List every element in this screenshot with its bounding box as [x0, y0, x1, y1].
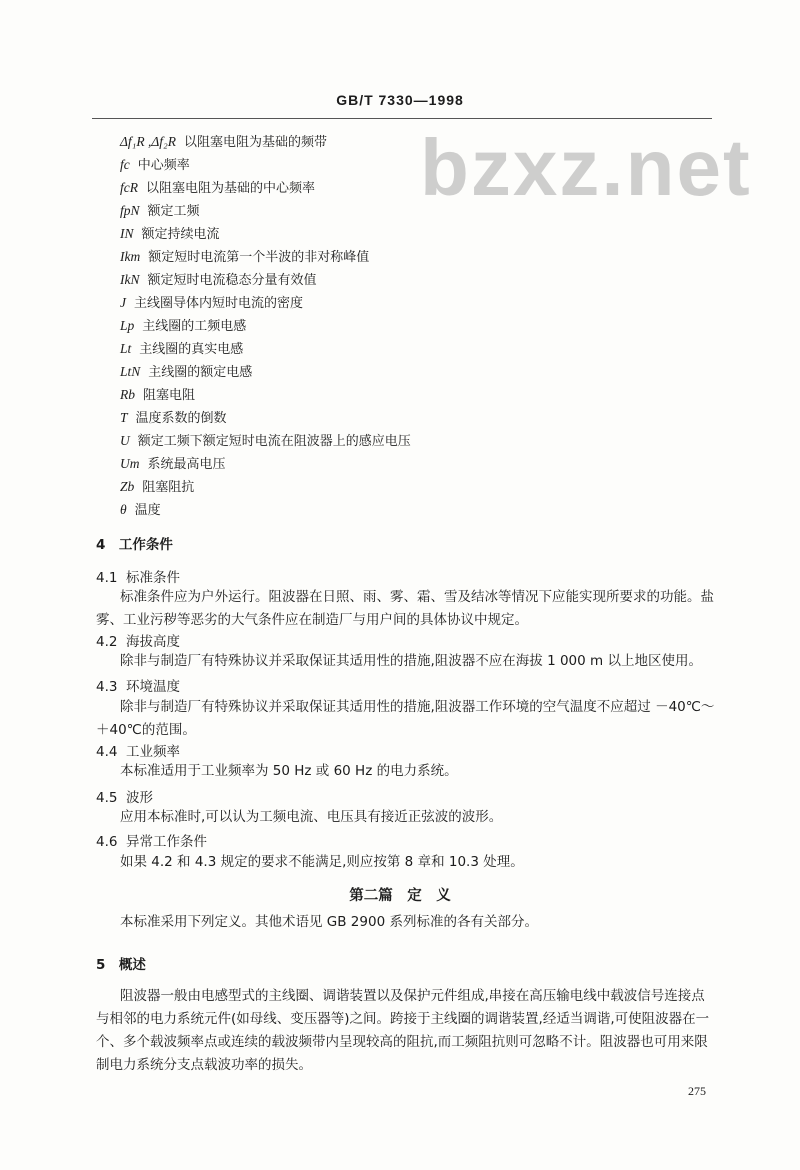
- symbol: Rb: [120, 387, 135, 402]
- symbol: IkN: [120, 272, 140, 287]
- subsection-title: 海拔高度: [126, 634, 180, 650]
- subsection-number: 4.1: [96, 570, 118, 586]
- symbol-desc: 主线圈的工频电感: [142, 319, 247, 334]
- symbol-row: [120, 431, 411, 452]
- part-2-title: 第二篇 定 义: [349, 888, 451, 904]
- symbol: Um: [120, 456, 140, 471]
- part-2-intro: 本标准采用下列定义。其他术语见 GB 2900 系列标准的各有关部分。: [120, 914, 538, 930]
- symbol: θ: [120, 502, 127, 517]
- section-4-title: 4 工作条件: [96, 537, 173, 553]
- symbol-desc: 以阻塞电阻为基础的频带: [183, 135, 327, 150]
- symbol-row: [120, 316, 246, 337]
- section-5-title: 5 概述: [96, 957, 146, 973]
- symbol: Ikm: [120, 249, 141, 264]
- symbol-desc: 温度: [134, 503, 161, 518]
- symbol-desc: 阻塞阻抗: [142, 480, 195, 495]
- subsection-title: 工业频率: [126, 744, 180, 760]
- symbol: IN: [120, 226, 134, 241]
- symbol-desc: 主线圈的真实电感: [139, 342, 244, 357]
- symbol-row: [120, 454, 226, 475]
- symbol-row: [120, 247, 369, 268]
- symbol-row: [120, 385, 195, 406]
- symbol: Δf₁R ,Δf₂R: [120, 134, 176, 149]
- symbol: Lt: [120, 341, 132, 356]
- symbol-row: [120, 362, 252, 383]
- symbol-desc: 以阻塞电阻为基础的中心频率: [146, 181, 316, 196]
- symbol-row: [120, 201, 200, 222]
- symbol-row: [120, 155, 190, 176]
- symbol-row: [120, 477, 194, 498]
- subsection-number: 4.2: [96, 634, 118, 650]
- symbol-desc: 系统最高电压: [147, 457, 226, 472]
- symbol-desc: 额定短时电流稳态分量有效值: [147, 273, 317, 288]
- symbol-row: [120, 293, 303, 314]
- subsection-number: 4.5: [96, 790, 118, 806]
- subsection-number: 4.6: [96, 834, 118, 850]
- symbol-desc: 中心频率: [137, 158, 190, 173]
- symbol-desc: 阻塞电阻: [143, 388, 196, 403]
- symbol-row: [120, 178, 315, 199]
- subsection-heading: [96, 630, 180, 650]
- subsection-text: 本标准适用于工业频率为 50 Hz 或 60 Hz 的电力系统。: [120, 763, 458, 779]
- symbol-desc: 额定工频下额定短时电流在阻波器上的感应电压: [137, 434, 411, 449]
- subsection-number: 4.3: [96, 679, 118, 695]
- symbol-desc: 主线圈的额定电感: [148, 365, 253, 380]
- symbol-desc: 温度系数的倒数: [135, 411, 227, 426]
- symbol-row: [120, 408, 227, 429]
- symbol: fcR: [120, 180, 138, 195]
- header-rule: [92, 118, 712, 119]
- symbol-desc: 主线圈导体内短时电流的密度: [134, 296, 304, 311]
- subsection-text: 应用本标准时,可以认为工频电流、电压具有接近正弦波的波形。: [120, 809, 503, 825]
- subsection-heading: [96, 566, 180, 586]
- section-5-text: 阻波器一般由电感型式的主线圈、调谐装置以及保护元件组成,串接在高压输电线中载波信号连接点与相邻的电力系统元件(如母线、变压器等)之间。跨接于主线圈的调谐装置,经适当调谐,可使阻波器在一个、多个载波频率点或连续的载波频带内呈现较高的阻抗,而工频阻抗则可忽略不计。阻波器也可用来限制电力系统分支点载波功率的损失。: [96, 988, 710, 1073]
- symbol: J: [120, 295, 126, 310]
- subsection-heading: [96, 675, 180, 695]
- subsection-heading: [96, 740, 180, 760]
- symbol: Zb: [120, 479, 135, 494]
- symbol-row: [120, 224, 220, 245]
- subsection-text: 除非与制造厂有特殊协议并采取保证其适用性的措施,阻波器不应在海拔 1 000 m 以上地区使用。: [120, 653, 702, 669]
- symbol: LtN: [120, 364, 141, 379]
- symbol-row: [120, 339, 243, 360]
- subsection-text: 除非与制造厂有特殊协议并采取保证其适用性的措施,阻波器工作环境的空气温度不应超过 －40℃～＋40℃的范围。: [96, 699, 715, 738]
- symbol: U: [120, 433, 130, 448]
- symbol-row: [120, 270, 317, 291]
- subsection-title: 环境温度: [126, 679, 180, 695]
- subsection-number: 4.4: [96, 744, 118, 760]
- symbol-row: [120, 132, 327, 153]
- subsection-title: 异常工作条件: [126, 834, 207, 850]
- subsection-heading: [96, 786, 153, 806]
- watermark: bzxz.net: [420, 123, 752, 212]
- subsection-title: 标准条件: [126, 570, 180, 586]
- symbol-row: [120, 500, 161, 521]
- page-number: 275: [688, 1084, 706, 1098]
- subsection-title: 波形: [126, 790, 153, 806]
- symbol: T: [120, 410, 128, 425]
- symbol: fc: [120, 157, 130, 172]
- subsection-heading: [96, 830, 207, 850]
- subsection-text: 标准条件应为户外运行。阻波器在日照、雨、雾、霜、雪及结冰等情况下应能实现所要求的功能。盐雾、工业污秽等恶劣的大气条件应在制造厂与用户间的具体协议中规定。: [96, 589, 714, 628]
- symbol-desc: 额定短时电流第一个半波的非对称峰值: [148, 250, 370, 265]
- symbol-desc: 额定工频: [147, 204, 200, 219]
- symbol-desc: 额定持续电流: [141, 227, 220, 242]
- symbol: Lp: [120, 318, 135, 333]
- symbol: fpN: [120, 203, 140, 218]
- subsection-text: 如果 4.2 和 4.3 规定的要求不能满足,则应按第 8 章和 10.3 处理。: [120, 854, 524, 870]
- page-header: GB/T 7330—1998: [336, 92, 464, 108]
